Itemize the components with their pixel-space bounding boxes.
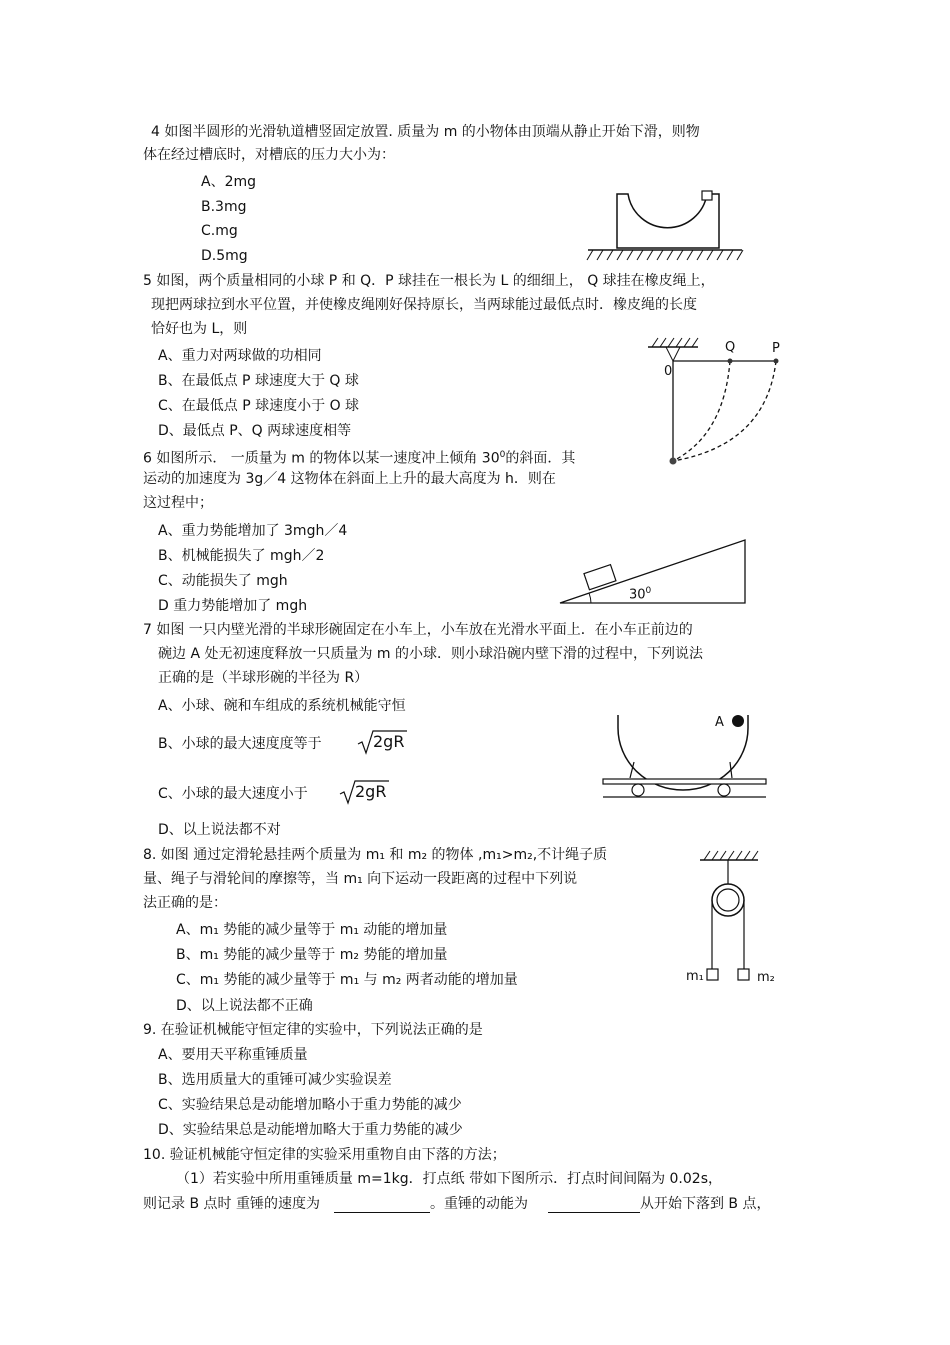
q5-label-q: Q: [725, 340, 736, 355]
q6-angle-value: 30: [629, 587, 646, 603]
q10-line2-b: 。重锤的动能为: [429, 1196, 528, 1212]
q7-option-c: C、小球的最大速度小于: [158, 786, 308, 802]
q6-stem-line1: [143, 446, 575, 468]
q6-stem-line2: 运动的加速度为 3g／4 这物体在斜面上上升的最大高度为 h．则在: [143, 471, 556, 487]
q7-option-b: B、小球的最大速度度等于: [158, 736, 322, 752]
q5-label-p: P: [772, 341, 780, 356]
q10-stem: 10. 验证机械能守恒定律的实验采用重物自由下落的方法；: [143, 1147, 506, 1163]
q5-option-b: B、在最低点 P 球速度大于 Q 球: [158, 373, 359, 389]
q8-stem-line2: 量、绳子与滑轮间的摩擦等，当 m₁ 向下运动一段距离的过程中下列说: [143, 871, 578, 887]
q8-option-b: B、m₁ 势能的减少量等于 m₂ 势能的增加量: [176, 947, 448, 963]
q10-sub1: （1）若实验中所用重锤质量 m=1kg．打点纸 带如下图所示．打点时间间隔为 0.02s，: [176, 1171, 722, 1187]
q6-stem-line1-b: 的斜面．其: [505, 450, 576, 467]
q10-blank-kinetic-energy[interactable]: [548, 1198, 640, 1213]
q6-stem-line1-sup: 0: [499, 450, 506, 460]
q7-stem-line3: 正确的是（半球形碗的半径为 R）: [158, 670, 369, 686]
q10-line2-a: 则记录 B 点时 重锤的速度为: [143, 1196, 320, 1212]
q10-blank-velocity[interactable]: [334, 1198, 430, 1213]
q5-option-a: A、重力对两球做的功相同: [158, 348, 322, 364]
q9-option-c: C、实验结果总是动能增加略小于重力势能的减少: [158, 1097, 462, 1113]
q10-line2: [143, 1195, 770, 1213]
q7-sqrt-text-c: 2gR: [355, 782, 387, 801]
q4-stem-line2: 体在经过槽底时，对槽底的压力大小为：: [143, 147, 395, 163]
q6-option-d: D 重力势能增加了 mgh: [158, 598, 308, 614]
q8-label-m2: m₂: [757, 970, 775, 985]
q6-incline-figure: [555, 535, 755, 610]
q6-angle-label: [629, 586, 651, 602]
q7-stem-line1: 7 如图 一只内壁光滑的半球形碗固定在小车上，小车放在光滑水平面上．在小车正前边的: [143, 622, 693, 638]
q7-stem-line2: 碗边 A 处无初速度释放一只质量为 m 的小球．则小球沿碗内壁下滑的过程中，下列说法: [158, 646, 704, 662]
q7-sqrt-text-b: 2gR: [373, 732, 405, 751]
q6-angle-sup: 0: [645, 586, 652, 596]
q8-pulley-figure: [690, 848, 770, 988]
q5-stem-line2: 现把两球拉到水平位置，并使橡皮绳刚好保持原长，当两球能过最低点时．橡皮绳的长度: [151, 297, 697, 313]
q8-stem-line1: 8. 如图 通过定滑轮悬挂两个质量为 m₁ 和 m₂ 的物体 ,m₁>m₂,不计绳子质: [143, 847, 608, 863]
q6-stem-line3: 这过程中；: [143, 495, 213, 511]
q5-stem-line3: 恰好也为 L，则: [151, 321, 248, 337]
q4-stem-line1: 4 如图半圆形的光滑轨道槽竖固定放置. 质量为 m 的小物体由顶端从静止开始下滑，则物: [151, 124, 700, 140]
q4-option-b: B.3mg: [201, 199, 247, 215]
q5-label-o: 0: [664, 364, 673, 379]
q8-label-m1: m₁: [686, 969, 704, 984]
q7-label-a: A: [715, 715, 724, 730]
q7-bowl-cart-figure: [600, 710, 770, 802]
q8-option-d: D、以上说法都不正确: [176, 998, 313, 1014]
q8-option-a: A、m₁ 势能的减少量等于 m₁ 动能的增加量: [176, 922, 448, 938]
q7-option-d: D、以上说法都不对: [158, 822, 281, 838]
q5-stem-line1: 5 如图，两个质量相同的小球 P 和 Q．P 球挂在一根长为 L 的细细上， Q 球挂在橡皮绳上，: [143, 273, 715, 289]
q9-option-a: A、要用天平称重锤质量: [158, 1047, 308, 1063]
q10-line2-c: 从开始下落到 B 点，: [639, 1196, 771, 1212]
q7-option-a: A、小球、碗和车组成的系统机械能守恒: [158, 698, 406, 714]
q9-stem: 9. 在验证机械能守恒定律的实验中，下列说法正确的是: [143, 1022, 483, 1038]
q4-option-d: D.5mg: [201, 248, 248, 264]
q9-option-b: B、选用质量大的重锤可减少实验误差: [158, 1072, 392, 1088]
q9-option-d: D、实验结果总是动能增加略大于重力势能的减少: [158, 1122, 463, 1138]
q8-option-c: C、m₁ 势能的减少量等于 m₁ 与 m₂ 两者动能的增加量: [176, 972, 518, 988]
q4-option-a: A、2mg: [201, 174, 257, 190]
q6-option-a: A、重力势能增加了 3mgh／4: [158, 523, 348, 539]
q4-semicircle-track-figure: [585, 188, 745, 268]
q4-option-c: C.mg: [201, 223, 238, 239]
q5-option-d: D、最低点 P、Q 两球速度相等: [158, 423, 352, 439]
q6-option-c: C、动能损失了 mgh: [158, 573, 288, 589]
q8-stem-line3: 法正确的是：: [143, 895, 227, 911]
q5-option-c: C、在最低点 P 球速度小于 O 球: [158, 398, 360, 414]
q6-stem-line1-a: 6 如图所示． 一质量为 m 的物体以某一速度冲上倾角 30: [143, 450, 500, 467]
q6-option-b: B、机械能损失了 mgh／2: [158, 548, 325, 564]
